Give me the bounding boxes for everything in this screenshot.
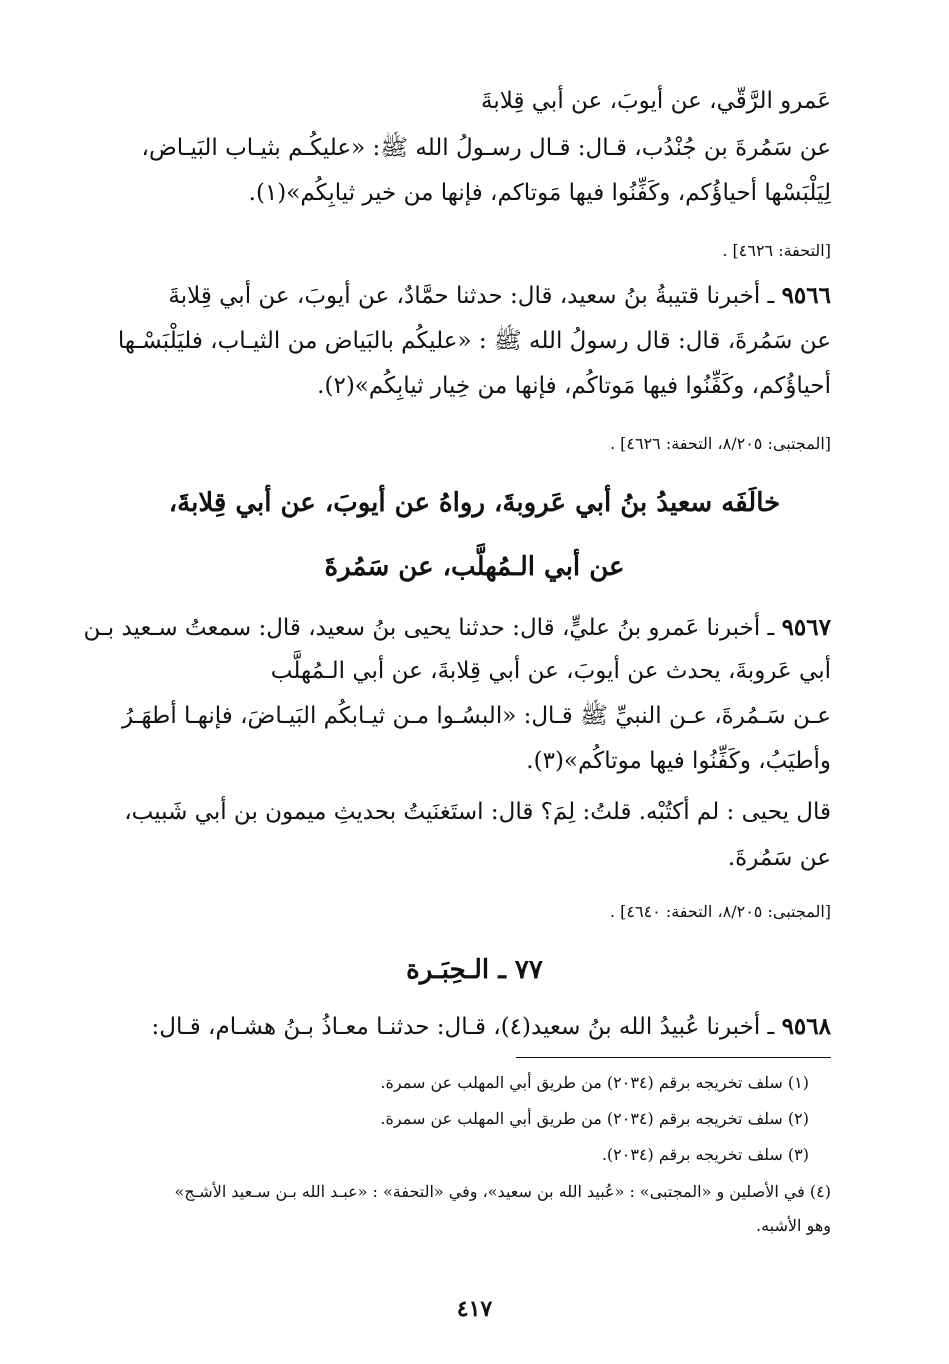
section-heading-line-2: عن أبي الـمُهلَّب، عن سَمُرةَ (324, 552, 625, 582)
citation-3: [المجتبى: ٨/٢٠٥، التحفة: ٤٦٤٠] . (609, 902, 831, 921)
hadith-text: ـ أخبرنا عُبيدُ الله بنُ سعيد(٤)، قـال: حدثنـا معـاذُ بـنُ هشـام، قـال: (151, 1014, 782, 1040)
text-line-3: لِيَلْبَسْها أحياؤُكم، وكَفِّنُوا فيها مَوتاكم، فإنها من خير ثيابِكُم»(١). (248, 180, 831, 206)
footnote-separator (516, 1057, 831, 1058)
footnote-2: (٢) سلف تخريجه برقم (٢٠٣٤) من طريق أبي المهلب عن سمرة. (380, 1109, 809, 1128)
text-line-1: عَمرو الرَّقّي، عن أيوبَ، عن أبي قِلابةَ (481, 88, 831, 114)
footnote-1: (١) سلف تخريجه برقم (٢٠٣٤) من طريق أبي المهلب عن سمرة. (380, 1073, 809, 1092)
citation-1: [التحفة: ٤٦٢٦] . (722, 241, 831, 260)
hadith-text: ـ أخبرنا عَمرو بنُ عليٍّ، قال: حدثنا يحيى بنُ سعيد، قال: سمعتُ سـعيد بـن (83, 615, 782, 641)
hadith-number: ٩٥٦٦ (781, 282, 831, 309)
page-number: ٤١٧ (456, 1296, 493, 1322)
text-line-7: أحياؤُكم، وكَفِّنُوا فيها مَوتاكُم، فإنها من خِيار ثيابِكُم»(٢). (317, 373, 831, 399)
footnote-3: (٣) سلف تخريجه برقم (٢٠٣٤). (601, 1145, 809, 1164)
hadith-9566 (168, 282, 831, 311)
hadith-9568 (152, 1013, 831, 1042)
hadith-number: ٩٥٦٨ (781, 1013, 831, 1040)
footnote-4-continued: وهو الأشبه. (756, 1216, 831, 1235)
text-line-6: عن سَمُرةَ، قال: قال رسولُ الله ﷺ : «عليكُم بالبَياض من الثيـاب، فليَلْبَسْـها (117, 328, 831, 354)
section-heading-line-1: خالَفَه سعيدُ بنُ أبي عَروبةَ، رواهُ عن أيوبَ، عن أبي قِلابةَ، (168, 488, 781, 518)
text-line-2: عن سَمُرةَ بن جُنْدُب، قـال: قـال رسـولُ الله ﷺ: «عليكُـم بثيـاب البَيـاض، (141, 135, 831, 161)
hadith-text: ـ أخبرنا قتيبةُ بنُ سعيد، قال: حدثنا حمَّادٌ، عن أيوبَ، عن أبي قِلابةَ (168, 283, 782, 309)
text-line-10: أبي عَروبةَ، يحدث عن أيوبَ، عن أبي قِلابةَ، عن أبي الـمُهلَّب (270, 658, 831, 684)
hadith-number: ٩٥٦٧ (781, 614, 831, 641)
hadith-9567 (84, 614, 831, 643)
citation-2: [المجتبى: ٨/٢٠٥، التحفة: ٤٦٢٦] . (609, 434, 831, 453)
text-line-14: عن سَمُرةَ. (727, 845, 831, 871)
text-line-13: قال يحيى : لم أكتُبْه. قلتُ: لِمَ؟ قال: استَغنَيتُ بحديثِ ميمون بن أبي شَبيب، (124, 799, 831, 825)
chapter-heading: ٧٧ ـ الـحِبَـرة (406, 955, 543, 985)
text-line-12: وأطيَبُ، وكَفِّنُوا فيها موتاكُم»(٣). (526, 748, 831, 774)
footnote-4: (٤) في الأصلين و «المجتبى» : «عُبيد الله بن سعيد»، وفي «التحفة» : «عبـد الله بـن سـعيد الأشـج» (174, 1182, 831, 1201)
text-line-11: عـن سَـمُرةَ، عـن النبيِّ ﷺ قـال: «البسُـوا مـن ثيـابكُم البَيـاضَ، فإنهـا أطهَـرُ (121, 703, 831, 729)
